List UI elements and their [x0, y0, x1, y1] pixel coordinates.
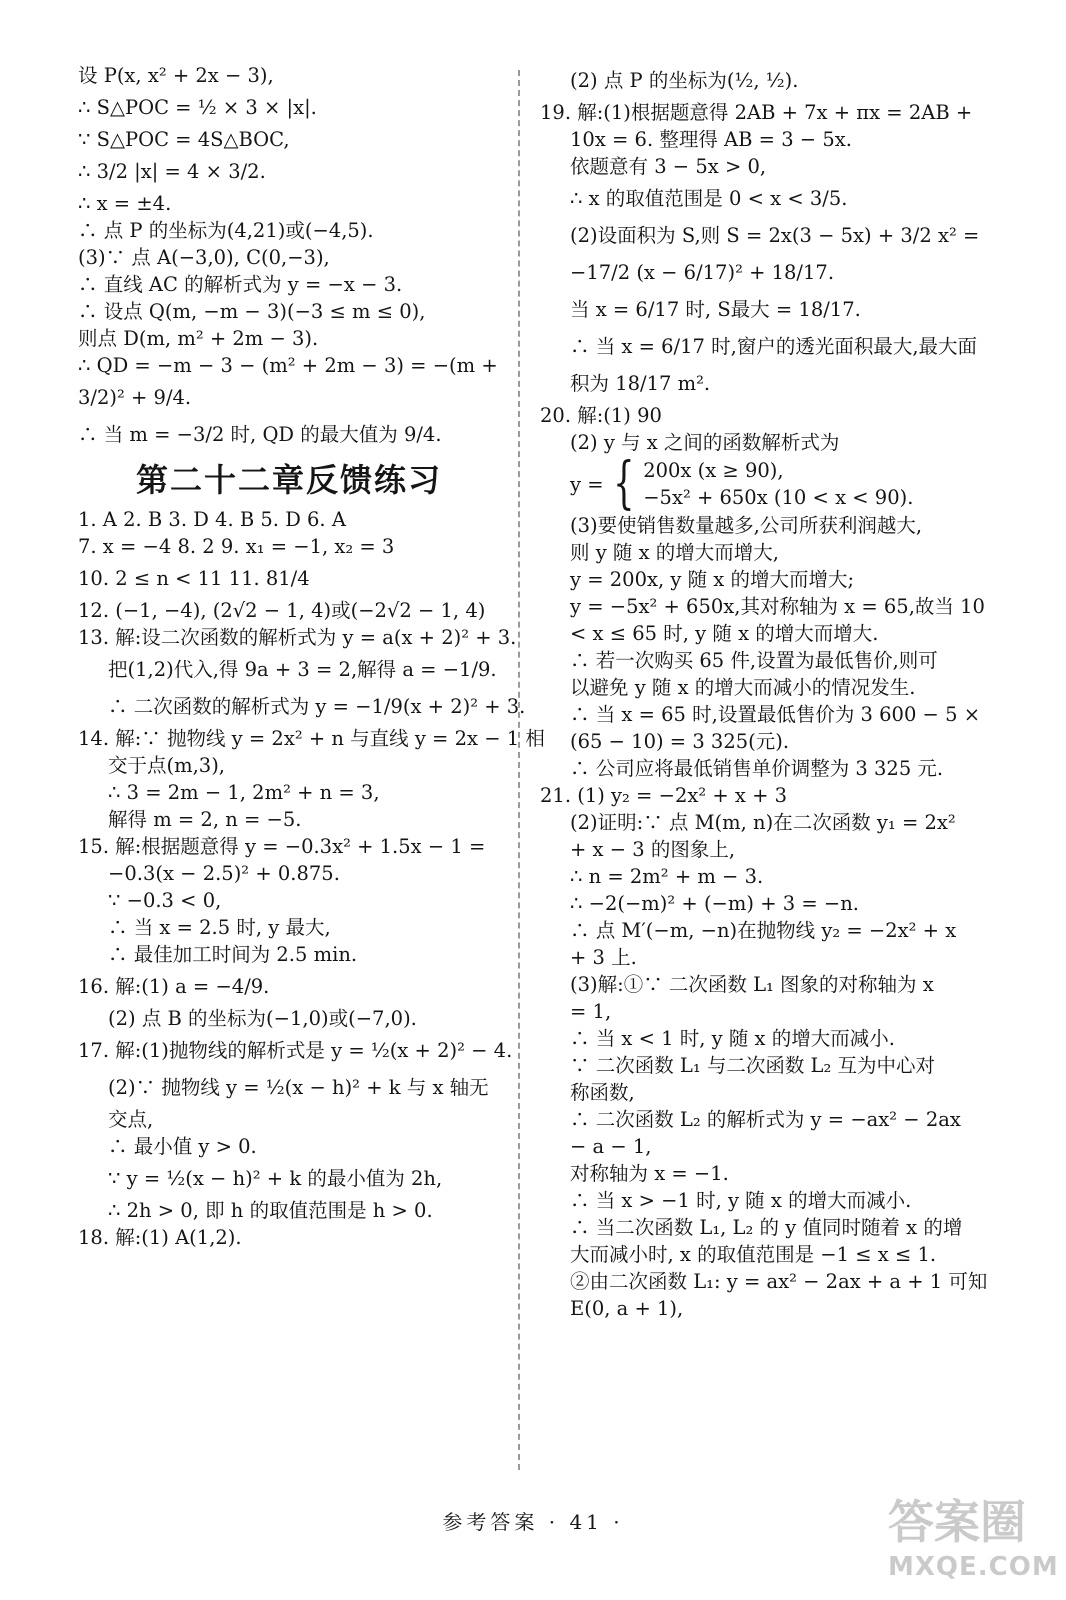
text-line: ∴ x = ±4. [78, 192, 172, 215]
text-line: (2) y 与 x 之间的函数解析式为 [570, 431, 840, 454]
text-line: 10. 2 ≤ n < 11 11. 81/4 [78, 567, 310, 590]
text-line: 18. 解:(1) A(1,2). [78, 1226, 242, 1249]
right-column [540, 62, 988, 1322]
text-line: ∵ S△POC = 4S△BOC, [78, 128, 290, 151]
text-line: (3)要使销售数量越多,公司所获利润越大, [570, 514, 923, 537]
text-line: ∴ 二次函数 L₂ 的解析式为 y = −ax² − 2ax [570, 1108, 961, 1131]
text-line: 依题意有 3 − 5x > 0, [570, 155, 767, 178]
text-line: ∴ 3 = 2m − 1, 2m² + n = 3, [108, 781, 380, 804]
text-line: 则 y 随 x 的增大而增大, [570, 541, 780, 564]
page-number: · 41 · [548, 1510, 624, 1534]
text-line: 当 x = 6/17 时, S最大 = 18/17. [570, 298, 861, 321]
text-line: (2)∵ 抛物线 y = ½(x − h)² + k 与 x 轴无 [108, 1076, 489, 1099]
text-line: ∴ n = 2m² + m − 3. [570, 865, 764, 888]
text-line: ∴ 当 m = −3/2 时, QD 的最大值为 9/4. [78, 423, 442, 446]
text-line: (3)解:①∵ 二次函数 L₁ 图象的对称轴为 x [570, 973, 934, 996]
text-line: E(0, a + 1), [570, 1297, 684, 1320]
brace-symbol: { [612, 451, 635, 516]
text-line: ∴ QD = −m − 3 − (m² + 2m − 3) = −(m + [78, 354, 498, 377]
text-line: −0.3(x − 2.5)² + 0.875. [108, 862, 340, 885]
text-line: 20. 解:(1) 90 [540, 404, 662, 427]
text-line: (2)设面积为 S,则 S = 2x(3 − 5x) + 3/2 x² = [570, 224, 980, 247]
piecewise-lhs: y = [570, 472, 604, 496]
text-line: ∴ S△POC = ½ × 3 × |x|. [78, 96, 317, 119]
text-line: ∴ 当二次函数 L₁, L₂ 的 y 值同时随着 x 的增 [570, 1216, 963, 1239]
text-line: ∵ y = ½(x − h)² + k 的最小值为 2h, [108, 1167, 443, 1190]
text-line: ∴ 最小值 y > 0. [108, 1135, 257, 1158]
text-line: ∵ 二次函数 L₁ 与二次函数 L₂ 互为中心对 [570, 1054, 936, 1077]
text-line: 7. x = −4 8. 2 9. x₁ = −1, x₂ = 3 [78, 535, 395, 558]
text-line: ∴ 当 x = 2.5 时, y 最大, [108, 916, 331, 939]
piecewise-case: −5x² + 650x (10 < x < 90). [643, 486, 914, 509]
text-line: 12. (−1, −4), (2√2 − 1, 4)或(−2√2 − 1, 4) [78, 599, 486, 622]
text-line: ∴ 公司应将最低销售单价调整为 3 325 元. [570, 757, 944, 780]
text-line: (3)∵ 点 A(−3,0), C(0,−3), [78, 246, 330, 269]
text-line: 15. 解:根据题意得 y = −0.3x² + 1.5x − 1 = [78, 835, 486, 858]
text-line: + 3 上. [570, 946, 637, 969]
text-line: −17/2 (x − 6/17)² + 18/17. [570, 261, 835, 284]
section-heading: 第二十二章反馈练习 [135, 461, 442, 499]
text-line: 交于点(m,3), [108, 754, 226, 777]
text-line: 16. 解:(1) a = −4/9. [78, 975, 270, 998]
piecewise-function [540, 451, 980, 516]
text-line: 以避免 y 随 x 的增大而减小的情况发生. [570, 676, 916, 699]
text-line: ∴ 当 x < 1 时, y 随 x 的增大而减小. [570, 1027, 895, 1050]
text-line: 积为 18/17 m². [570, 372, 711, 395]
text-line: 大而减小时, x 的取值范围是 −1 ≤ x ≤ 1. [570, 1243, 937, 1266]
text-line: ∵ −0.3 < 0, [108, 889, 222, 912]
text-line: ∴ 点 M′(−m, −n)在抛物线 y₂ = −2x² + x [570, 919, 957, 942]
text-line: 称函数, [570, 1081, 635, 1104]
footer-label: 参考答案 [442, 1510, 539, 1534]
text-line: 对称轴为 x = −1. [570, 1162, 729, 1185]
text-line: ∴ x 的取值范围是 0 < x < 3/5. [570, 187, 848, 210]
text-line: 21. (1) y₂ = −2x² + x + 3 [540, 784, 788, 807]
text-line: < x ≤ 65 时, y 随 x 的增大而增大. [570, 622, 879, 645]
text-line: + x − 3 的图象上, [570, 838, 736, 861]
piecewise-case: 200x (x ≥ 90), [643, 459, 784, 482]
text-line: y = −5x² + 650x,其对称轴为 x = 65,故当 10 [570, 595, 985, 618]
text-line: 解得 m = 2, n = −5. [108, 808, 302, 831]
text-line: ∴ 最佳加工时间为 2.5 min. [108, 943, 358, 966]
text-line: 则点 D(m, m² + 2m − 3). [78, 327, 319, 350]
text-line: ∴ 当 x > −1 时, y 随 x 的增大而减小. [570, 1189, 912, 1212]
column-divider [518, 70, 520, 1470]
text-line: − a − 1, [570, 1135, 652, 1158]
text-line: 14. 解:∵ 抛物线 y = 2x² + n 与直线 y = 2x − 1 相 [78, 727, 545, 750]
text-line: ∴ 设点 Q(m, −m − 3)(−3 ≤ m ≤ 0), [78, 300, 426, 323]
text-line: ∴ 点 P 的坐标为(4,21)或(−4,5). [78, 219, 374, 242]
text-line: 10x = 6. 整理得 AB = 3 − 5x. [570, 128, 852, 151]
text-line: ∴ 当 x = 6/17 时,窗户的透光面积最大,最大面 [570, 335, 978, 358]
watermark-top: 答案圈 [888, 1495, 1026, 1549]
text-line: ②由二次函数 L₁: y = ax² − 2ax + a + 1 可知 [570, 1270, 988, 1293]
text-line: ∴ 二次函数的解析式为 y = −1/9(x + 2)² + 3. [108, 695, 526, 718]
text-line: 17. 解:(1)抛物线的解析式是 y = ½(x + 2)² − 4. [78, 1039, 513, 1062]
text-line: = 1, [570, 1000, 612, 1023]
text-line: ∴ 2h > 0, 即 h 的取值范围是 h > 0. [108, 1199, 433, 1222]
text-line: 把(1,2)代入,得 9a + 3 = 2,解得 a = −1/9. [108, 658, 497, 681]
text-line: ∴ 直线 AC 的解析式为 y = −x − 3. [78, 273, 403, 296]
text-line: y = 200x, y 随 x 的增大而增大; [570, 568, 855, 591]
text-line: ∴ 3/2 |x| = 4 × 3/2. [78, 160, 266, 183]
text-line: (2) 点 B 的坐标为(−1,0)或(−7,0). [108, 1007, 417, 1030]
text-line: 19. 解:(1)根据题意得 2AB + 7x + πx = 2AB + [540, 101, 973, 124]
text-line: 设 P(x, x² + 2x − 3), [78, 64, 274, 87]
left-column [78, 62, 545, 1251]
text-line: 13. 解:设二次函数的解析式为 y = a(x + 2)² + 3. [78, 626, 517, 649]
text-line: ∴ −2(−m)² + (−m) + 3 = −n. [570, 892, 859, 915]
watermark-bottom: MXQE.COM [888, 1552, 1059, 1582]
text-line: 3/2)² + 9/4. [78, 386, 192, 409]
text-line: 1. A 2. B 3. D 4. B 5. D 6. A [78, 508, 346, 531]
text-line: (2)证明:∵ 点 M(m, n)在二次函数 y₁ = 2x² [570, 811, 956, 834]
text-line: ∴ 当 x = 65 时,设置最低售价为 3 600 − 5 × [570, 703, 981, 726]
text-line: (65 − 10) = 3 325(元). [570, 730, 790, 753]
text-line: 交点, [108, 1108, 154, 1131]
text-line: ∴ 若一次购买 65 件,设置为最低售价,则可 [570, 649, 938, 672]
text-line: (2) 点 P 的坐标为(½, ½). [570, 69, 799, 92]
watermark-logo [888, 1486, 1059, 1586]
